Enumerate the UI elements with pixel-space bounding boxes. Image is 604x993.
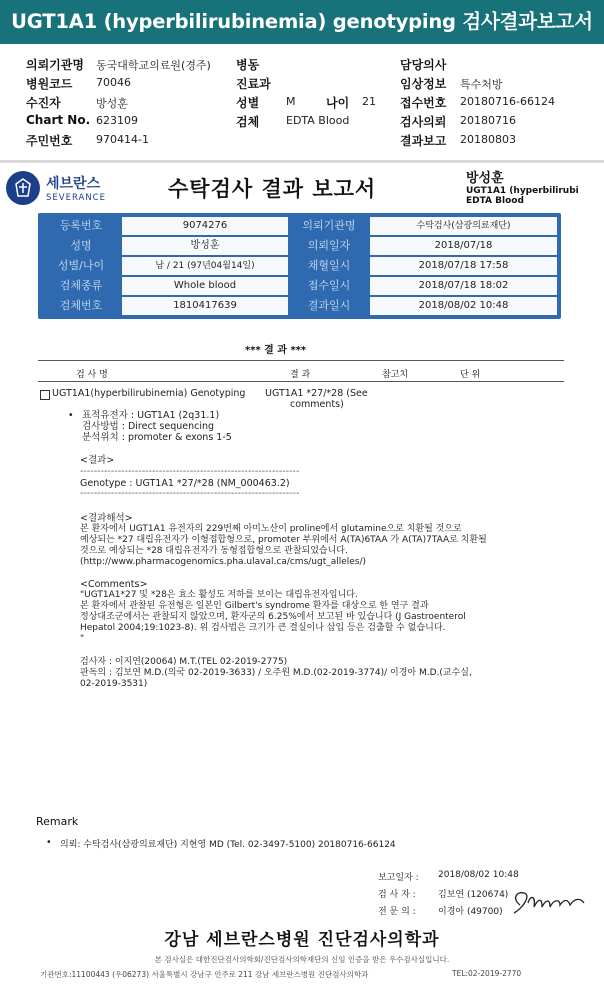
remark-bullet: • — [46, 837, 52, 848]
col-unit: 단 위 — [460, 370, 481, 380]
receive-value: 2018/07/18 18:02 — [370, 277, 557, 295]
report-date-label-bottom: 보고일자 : — [378, 873, 419, 883]
patient-name: 방성훈 — [466, 171, 504, 186]
collector-label: 수진자 — [26, 96, 61, 110]
severance-seal-icon — [6, 171, 40, 205]
type-value: Whole blood — [122, 277, 288, 295]
result-value-line1: UGT1A1 *27/*28 (See — [265, 388, 368, 399]
type-label: 검체종류 — [42, 277, 120, 295]
reader-line2: 02-2019-3531) — [80, 679, 148, 689]
footer-department-title: 강남 세브란스병원 진단검사의학과 — [164, 930, 440, 950]
dashes-top: ---------------------------------------------------------------- — [80, 466, 300, 477]
age-label: 나이 — [326, 96, 350, 110]
results-divider-top — [38, 360, 564, 361]
receipt-no-value: 20180716-66124 — [460, 95, 555, 108]
report-date-value: 20180803 — [460, 133, 516, 146]
comment-line3: 정상대조군에서는 관찰되지 않았으며, 환자군의 6.25%에서 보고된 바 있습니다 (J Gastroenterol — [80, 612, 466, 622]
examiner-value: 김보연 (120674) — [438, 890, 509, 900]
spec-no-label: 검체번호 — [42, 297, 120, 315]
institution-value: 동국대학교의료원(경주) — [96, 59, 211, 72]
comments-tag: <Comments> — [80, 579, 148, 590]
col-result: 결 과 — [290, 370, 311, 380]
inst-value: 수탁검사(삼광의료재단) — [370, 217, 557, 235]
signature-icon — [508, 885, 590, 921]
receipt-no-label: 접수번호 — [400, 96, 447, 110]
comment-line2: 본 환자에서 관찰된 유전형은 일본인 Gilbert's syndrome 환자를 대상으로 한 연구 결과 — [80, 601, 429, 611]
age-value: 21 — [362, 95, 376, 108]
sex-label: 성별 — [236, 96, 260, 110]
collect-label: 채혈일시 — [290, 257, 368, 275]
test-method: 검사방법 : Direct sequencing — [82, 421, 215, 432]
interp-line1: 본 환자에서 UGT1A1 유전자의 229번째 아미노산이 proline에서 glutamine으로 치환될 것으로 — [80, 524, 462, 534]
institution-label: 의뢰기관명 — [26, 58, 84, 72]
test-checkbox — [40, 390, 50, 400]
test-name: UGT1A1(hyperbilirubinemia) Genotyping — [52, 388, 246, 399]
dashes-bottom: ---------------------------------------------------------------- — [80, 488, 300, 499]
comment-line1: "UGT1A1*27 및 *28은 효소 활성도 저하를 보이는 대립유전자입니다. — [80, 590, 358, 600]
reg-no-value: 9074276 — [122, 217, 288, 235]
scanned-report — [0, 163, 604, 993]
specimen-label: 검체 — [236, 115, 260, 129]
name-label: 성명 — [42, 237, 120, 255]
chart-no-label: Chart No. — [26, 113, 91, 127]
logo-korean-name: 세브란스 — [46, 176, 101, 192]
result-tag: <결과> — [80, 455, 115, 466]
ward-label: 병동 — [236, 58, 260, 72]
req-date-value: 2018/07/18 — [370, 237, 557, 255]
req-date-label: 의뢰일자 — [290, 237, 368, 255]
result-time-value: 2018/08/02 10:48 — [370, 297, 557, 315]
collector-value: 방성훈 — [96, 97, 128, 110]
reader-line1: 판독의 : 김보연 M.D.(의국 02-2019-3633) / 오주원 M.D.(02-2019-3774)/ 이경아 M.D.(교수실, — [80, 668, 472, 678]
result-time-label: 결과일시 — [290, 297, 368, 315]
interp-line2: 예상되는 *27 대립유전자가 이형접합형으로, promoter 부위에서 A(TA)6TAA 가 A(TA)7TAA로 치환될 — [80, 535, 487, 545]
specialist-label: 전 문 의 : — [378, 907, 416, 917]
tester-line: 검사자 : 이지연(20064) M.T.(TEL 02-2019-2775) — [80, 657, 288, 667]
patient-specimen: EDTA Blood — [466, 196, 524, 206]
examiner-label: 검 사 자 : — [378, 890, 416, 900]
address-line: 기관번호:11100443 (우06273) 서울특별시 강남구 언주로 211 강남 세브란스병원 진단검사의학과 — [40, 970, 369, 979]
sex-value: M — [286, 95, 296, 108]
request-date-value: 20180716 — [460, 114, 516, 127]
col-test-name: 검 사 명 — [76, 370, 108, 380]
spec-no-value: 1810417639 — [122, 297, 288, 315]
report-banner-title: UGT1A1 (hyperbilirubinemia) genotyping 검사결과보고서 — [0, 0, 604, 44]
patient-test: UGT1A1 (hyperbilirubi — [466, 186, 579, 196]
physician-label: 담당의사 — [400, 58, 447, 72]
target-gene: 표적유전자 : UGT1A1 (2q31.1) — [82, 410, 220, 421]
clinical-label: 임상정보 — [400, 77, 447, 91]
comment-line4: Hepatol 2004;19:1023-8). 위 검사법은 크기가 큰 결실이나 삽입 등은 검출할 수 없습니다. — [80, 623, 446, 633]
remark-line: 의뢰: 수탁검사(삼광의료재단) 지현영 MD (Tel. 02-3497-5100) 20180716-66124 — [60, 840, 396, 850]
hospital-code-label: 병원코드 — [26, 77, 73, 91]
remark-title: Remark — [36, 815, 79, 828]
logo-english-name: SEVERANCE — [46, 193, 106, 203]
sex-age-label: 성별/나이 — [42, 257, 120, 275]
specialist-value: 이경아 (49700) — [438, 907, 503, 917]
rrn-value: 970414-1 — [96, 133, 149, 146]
collect-value: 2018/07/18 17:58 — [370, 257, 557, 275]
request-date-label: 검사의뢰 — [400, 115, 447, 129]
hospital-code-value: 70046 — [96, 76, 131, 89]
specimen-info-table — [38, 213, 561, 319]
interp-tag: <결과해석> — [80, 513, 133, 524]
inst-label: 의뢰기관명 — [290, 217, 368, 235]
report-title: 수탁검사 결과 보고서 — [168, 177, 377, 201]
genotype-line: Genotype : UGT1A1 *27/*28 (NM_000463.2) — [80, 478, 290, 489]
result-value-line2: comments) — [290, 399, 344, 410]
accreditation-note: 본 검사실은 대한진단검사의학회/진단검사의학재단의 신임 인증을 받은 우수검사실입니다. — [154, 955, 450, 964]
request-info-panel — [0, 50, 604, 150]
clinical-value: 특수처방 — [460, 78, 503, 91]
bullet: • — [68, 410, 74, 421]
comment-line5: " — [80, 634, 85, 644]
name-value: 방성훈 — [122, 237, 288, 255]
patient-header — [466, 167, 604, 206]
results-heading: *** 결 과 *** — [245, 345, 307, 356]
results-divider-bottom — [38, 381, 564, 382]
rrn-label: 주민번호 — [26, 134, 73, 148]
department-label: 진료과 — [236, 77, 271, 91]
reg-no-label: 등록번호 — [42, 217, 120, 235]
chart-no-value: 623109 — [96, 114, 138, 127]
analysis-region: 분석위치 : promoter & exons 1-5 — [82, 432, 232, 443]
receive-label: 접수일시 — [290, 277, 368, 295]
report-date-bottom: 2018/08/02 10:48 — [438, 870, 519, 880]
interp-line4: (http://www.pharmacogenomics.pha.ulaval.ca/cms/ugt_alleles/) — [80, 557, 367, 567]
tel-line: TEL:02-2019-2770 — [452, 969, 522, 978]
specimen-value: EDTA Blood — [286, 114, 350, 127]
col-reference: 참고치 — [382, 370, 409, 380]
report-date-label: 결과보고 — [400, 134, 447, 148]
interp-line3: 것으로 예상되는 *28 대립유전자가 동형접합형으로 관찰되었습니다. — [80, 546, 348, 556]
sex-age-value: 남 / 21 (97년04월14일) — [122, 257, 288, 275]
